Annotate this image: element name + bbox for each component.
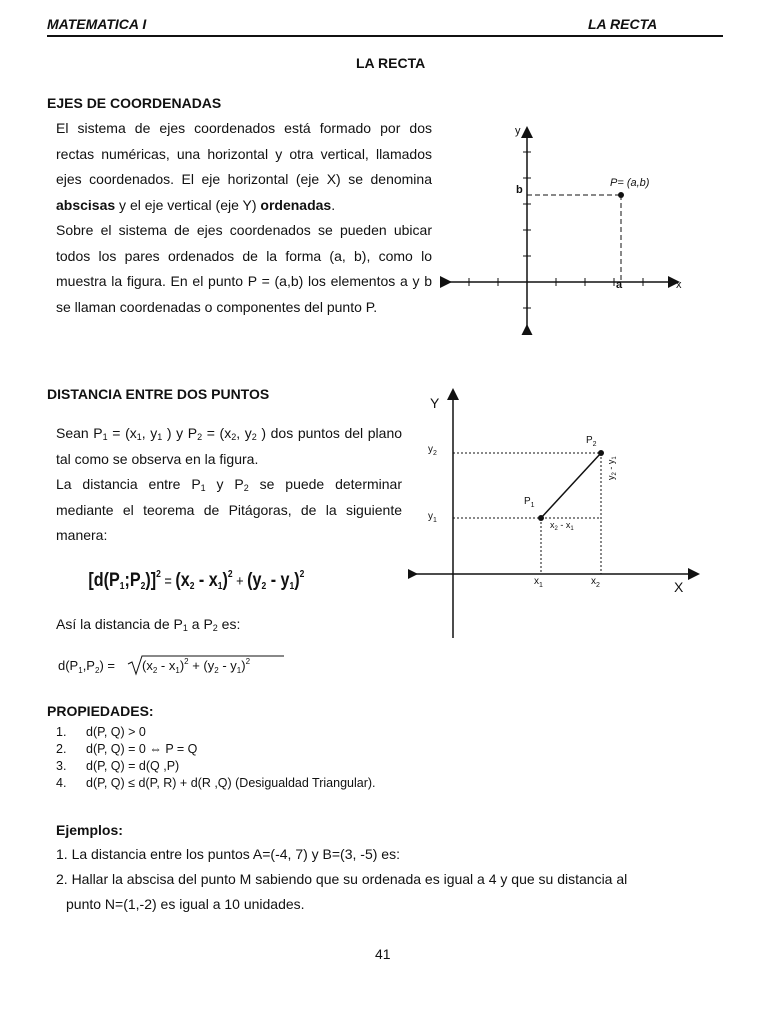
- x1-label: $x_1$: [534, 576, 543, 589]
- sub-1: 1: [136, 432, 142, 442]
- x2-label: $x_2$: [591, 576, 600, 589]
- p2-label: $P_2$: [586, 435, 597, 448]
- svg-text:[d(P1;P2)]2 = (x2 - x1)2 +: [d(P1;P2)]$^2$ $_=$ (x2 - x1)$^2$ $_+$ (y2 - y1)$^2$: [88, 568, 305, 592]
- point-p2: [598, 450, 604, 456]
- y1-label: $y_1$: [428, 511, 437, 524]
- dx-label: $x_2 - x_1$: [550, 520, 574, 532]
- dist-text-e: = (x: [202, 425, 232, 441]
- property-item: [56, 758, 376, 775]
- sub-1: 1: [157, 432, 163, 442]
- sub-2: 2: [212, 623, 218, 633]
- b-label: b: [516, 184, 523, 196]
- property-item: [56, 775, 376, 792]
- a-label: a: [616, 279, 623, 291]
- axes-text-4: Sobre el sistema de ejes coordenados se pueden ubicar todos los pares ordenados de la forma (a, b), como lo muestra la figura. En el punto P = (a,b) los elementos a y b se llaman coordenadas o componentes del punto P.: [56, 222, 432, 315]
- point-label: P= (a,b): [610, 177, 650, 189]
- y2-label: $y_2$: [428, 444, 437, 457]
- property-number: 4.: [56, 776, 67, 790]
- ordenadas-term: ordenadas: [260, 196, 332, 213]
- distance-paragraph: [56, 421, 402, 549]
- sub-2: 2: [243, 483, 249, 493]
- section-heading-properties: PROPIEDADES:: [47, 703, 154, 719]
- dist-text-k: Así la distancia de P: [56, 616, 183, 632]
- sub-1: 1: [182, 623, 188, 633]
- dist-text-h: La distancia entre P: [56, 476, 201, 492]
- header-right: LA RECTA: [588, 16, 658, 32]
- sub-1: 1: [102, 432, 108, 442]
- distance-figure: [408, 388, 700, 642]
- property-item: [56, 724, 376, 741]
- axes-text-3: .: [331, 196, 336, 213]
- properties-list: [56, 724, 376, 792]
- property-text: d(P, Q) ≤ d(P, R) + d(R ,Q) (Desigualdad Triangular).: [86, 776, 376, 790]
- property-number: 2.: [56, 742, 67, 756]
- dist-text-f: , y: [236, 425, 252, 441]
- header-left: MATEMATICA I: [47, 16, 147, 32]
- p1-label: $P_1$: [524, 496, 535, 509]
- axes-text-2: y el eje vertical (eje Y): [115, 196, 261, 213]
- page-number: 41: [375, 946, 391, 962]
- page-title: LA RECTA: [356, 55, 426, 71]
- point-p1: [538, 515, 544, 521]
- section-heading-axes: EJES DE COORDENADAS: [47, 95, 222, 111]
- example-2-line-2: punto N=(1,-2) es igual a 10 unidades.: [66, 896, 305, 912]
- example-1: 1. La distancia entre los puntos A=(-4, 7) y B=(3, -5) es:: [56, 846, 400, 862]
- axes-paragraph: [56, 116, 432, 320]
- dist-text-i: y P: [205, 476, 244, 492]
- Y-label: Y: [430, 395, 440, 411]
- sub-2: 2: [197, 432, 203, 442]
- point-p: [618, 192, 624, 198]
- segment-p1p2: [541, 453, 601, 518]
- dy-label: $y_2 - y_1$: [606, 456, 618, 480]
- dist-text-c: , y: [141, 425, 158, 441]
- x-label: x: [676, 279, 682, 291]
- svg-text:(x2 - x1)2 + (y2 - y1)2: $(x_2 - x_1)^2 + (y_2 - y_1)^2$: [142, 657, 251, 675]
- example-2-line-1: 2. Hallar la abscisa del punto M sabiendo que su ordenada es igual a 4 y que su distancia al: [56, 871, 628, 887]
- y-label: y: [515, 125, 521, 137]
- distance-result-line: [56, 612, 396, 638]
- dist-text-a: Sean P: [56, 425, 103, 441]
- sub-2: 2: [251, 432, 257, 442]
- dist-text-m: es:: [217, 616, 241, 632]
- X-label: X: [674, 579, 684, 595]
- sub-1: 1: [200, 483, 206, 493]
- svg-text:d(P1,P2) =: $d(P_1,P_2)$ =: [58, 658, 115, 675]
- sub-2: 2: [231, 432, 237, 442]
- abscisas-term: abscisas: [56, 196, 116, 213]
- axes-text-1: El sistema de ejes coordenados está formado por dos rectas numéricas, una horizontal y otra vertical, llamados ejes coordenados. El eje horizontal (eje X) se denomina: [56, 120, 432, 187]
- property-text: d(P, Q) > 0: [86, 725, 146, 739]
- dist-text-j: se puede determinar mediante el teorema de Pitágoras, de la siguiente manera:: [56, 476, 402, 543]
- examples-heading: Ejemplos:: [56, 822, 123, 838]
- section-heading-distance: DISTANCIA ENTRE DOS PUNTOS: [47, 386, 270, 402]
- property-item: [56, 741, 376, 758]
- pythagoras-formula: [85, 560, 325, 596]
- dist-text-l: a P: [187, 616, 213, 632]
- coordinate-axes-figure: [440, 120, 690, 335]
- dist-text-g: ) dos puntos del plano tal como se observa en la figura.: [56, 425, 403, 467]
- property-text: d(P, Q) = d(Q ,P): [86, 759, 180, 773]
- distance-formula: [56, 650, 296, 682]
- dist-text-b: = (x: [107, 425, 137, 441]
- property-number: 3.: [56, 759, 67, 773]
- property-number: 1.: [56, 725, 67, 739]
- dist-text-d: ) y P: [162, 425, 198, 441]
- header-rule: [47, 35, 723, 37]
- property-text: d(P, Q) = 0 ⇔ P = Q: [86, 742, 198, 756]
